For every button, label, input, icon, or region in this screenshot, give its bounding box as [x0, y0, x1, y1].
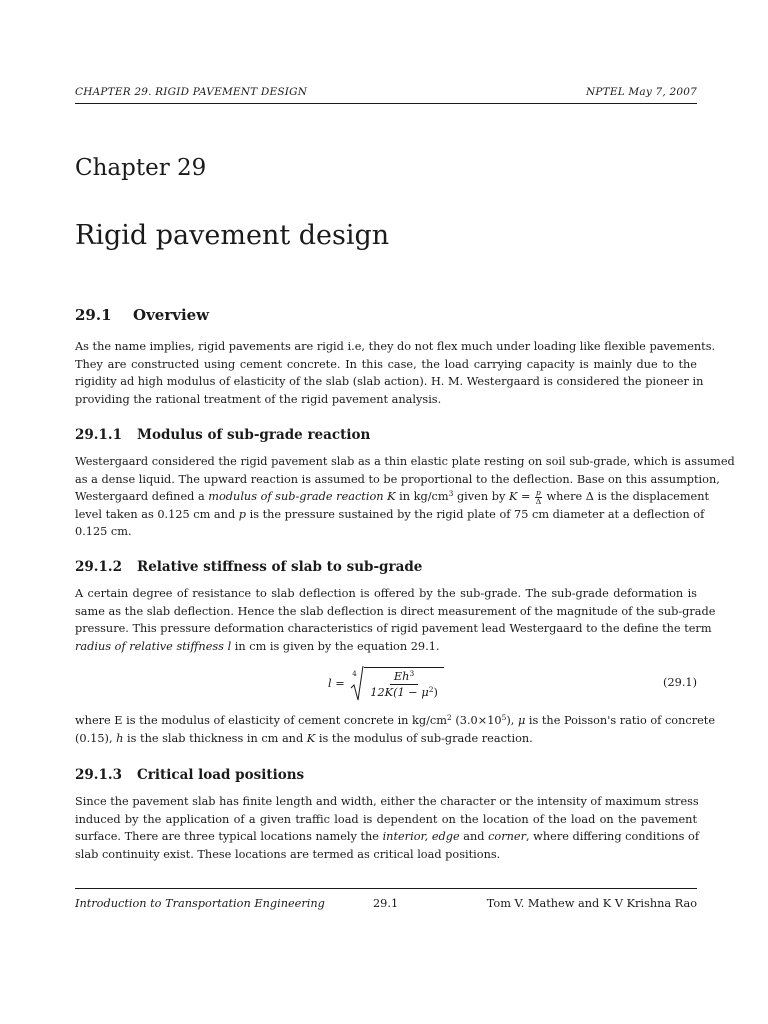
text-line — [75, 487, 710, 506]
text-line — [75, 828, 700, 846]
section-heading-stiffness — [75, 559, 422, 575]
section-number: 29.1 — [75, 306, 112, 324]
fraction-numerator: p — [536, 487, 541, 497]
footer-rule — [75, 888, 697, 889]
running-header-right: NPTEL May 7, 2007 — [586, 86, 697, 98]
text-line — [75, 638, 697, 656]
footer-book-title: Introduction to Transportation Engineering — [75, 897, 325, 910]
text-line: slab continuity exist. These locations are termed as critical load positions. — [75, 847, 501, 861]
text-run: is the pressure sustained by the rigid plate of 75 cm diameter at a deflection of — [246, 507, 705, 521]
text-line: 0.125 cm. — [75, 525, 132, 538]
symbol-h: h — [116, 731, 124, 745]
section-heading-modulus — [75, 427, 370, 443]
denominator-text: 12K(1 − μ — [370, 686, 429, 699]
text-run: ), — [506, 714, 518, 727]
text-run: (3.0×10 — [451, 714, 502, 727]
page — [75, 0, 735, 1024]
text-run: in cm is given by the equation 29.1. — [231, 639, 440, 653]
overview-paragraph — [75, 338, 716, 408]
text-run: given by — [453, 490, 509, 503]
section-title: Critical load positions — [137, 767, 305, 783]
text-line: rigidity ad high modulus of elasticity of the slab (slab action). H. M. Westergaard is considered the pioneer in — [75, 375, 704, 388]
equation-body — [328, 662, 444, 704]
section-number: 29.1.2 — [75, 559, 122, 575]
equation-lhs: l — [328, 676, 332, 690]
text-line: induced by the application of a given traffic load is dependent on the location of the load on the pavement — [75, 812, 697, 826]
text-run: Westergaard defined a — [75, 490, 209, 503]
text-run: and — [459, 830, 489, 843]
footer-authors: Tom V. Mathew and K V Krishna Rao — [486, 897, 697, 910]
root-index: 4 — [352, 670, 357, 678]
section-title: Relative stiffness of slab to sub-grade — [137, 559, 423, 575]
text-run: (0.15), — [75, 731, 117, 745]
superscript: 5 — [501, 713, 507, 722]
equals-sign: = — [331, 676, 349, 690]
equation-fraction — [366, 669, 442, 700]
text-line: providing the rational treatment of the rigid pavement analysis. — [75, 392, 442, 406]
superscript: 3 — [448, 489, 454, 498]
text-line — [75, 730, 697, 748]
text-run: = — [517, 490, 535, 503]
text-run: where E is the modulus of elasticity of cement concrete in kg/cm — [75, 714, 447, 727]
text-line — [75, 712, 715, 730]
section-title: Modulus of sub-grade reaction — [137, 427, 371, 443]
text-line: As the name implies, rigid pavements are rigid i.e, they do not flex much under loading like flexible pavements. — [75, 340, 716, 353]
superscript: 2 — [428, 685, 434, 694]
inline-fraction — [535, 489, 542, 506]
header-rule — [75, 103, 697, 104]
text-run: level taken as 0.125 cm and — [75, 507, 239, 521]
symbol-l: l — [223, 639, 232, 653]
fraction-numerator — [390, 669, 418, 685]
text-run: where Δ is the displacement — [542, 490, 710, 503]
modulus-paragraph — [75, 453, 735, 541]
symbol-mu: μ — [517, 714, 526, 727]
text-run: is the slab thickness in cm and — [123, 731, 307, 745]
section-number: 29.1.1 — [75, 427, 122, 443]
text-line: A certain degree of resistance to slab deflection is offered by the sub-grade. The sub-grade deformation is — [75, 587, 697, 600]
term-italic: interior, edge — [382, 830, 460, 843]
text-line — [75, 506, 705, 524]
stiffness-paragraph — [75, 585, 716, 655]
page-number: 29.1 — [373, 897, 399, 910]
symbol-p: p — [238, 507, 246, 521]
text-run: surface. There are three typical locations namely the — [75, 830, 383, 843]
symbol-K: K — [508, 490, 518, 503]
text-line: same as the slab deflection. Hence the slab deflection is direct measurement of the magnitude of the sub-grade — [75, 604, 716, 618]
text-line: as a dense liquid. The upward reaction is assumed to be proportional to the deflection. Base on this assumption, — [75, 472, 720, 486]
text-run: is the modulus of sub-grade reaction. — [315, 731, 533, 745]
numerator-text: Eh — [393, 670, 410, 683]
section-title: Overview — [133, 306, 210, 324]
superscript: 2 — [446, 713, 452, 722]
superscript: 3 — [409, 669, 415, 678]
chapter-title: Rigid pavement design — [75, 220, 390, 251]
fraction-denominator — [366, 685, 442, 700]
text-line: Since the pavement slab has finite length and width, either the character or the intensity of maximum stress — [75, 795, 699, 808]
term-italic: modulus of sub-grade reaction — [208, 490, 384, 503]
denominator-end: ) — [433, 686, 438, 699]
symbol-K: K — [383, 490, 396, 503]
running-header-left: CHAPTER 29. RIGID PAVEMENT DESIGN — [75, 86, 308, 98]
fourth-root — [350, 664, 444, 702]
text-run: in kg/cm — [395, 490, 449, 503]
fraction-denominator: Δ — [535, 496, 542, 506]
equation-29-1 — [75, 662, 697, 704]
equation-number: (29.1) — [663, 676, 697, 689]
chapter-label: Chapter 29 — [75, 155, 207, 181]
running-header — [75, 86, 697, 98]
text-run: is the Poisson's ratio of concrete — [525, 714, 715, 727]
section-heading-critical — [75, 767, 304, 783]
symbol-K: K — [306, 731, 316, 745]
section-heading-overview — [75, 306, 209, 324]
text-line: pressure. This pressure deformation characteristics of rigid pavement lead Westergaard to the define the term — [75, 622, 712, 635]
section-number: 29.1.3 — [75, 767, 122, 783]
radicand — [364, 667, 444, 702]
term-italic: corner — [488, 830, 526, 843]
text-line: They are constructed using cement concrete. In this case, the load carrying capacity is mainly due to the — [75, 357, 697, 371]
text-run: , where differing conditions of — [526, 830, 700, 843]
after-equation-paragraph — [75, 712, 715, 747]
term-italic: radius of relative stiffness — [75, 639, 224, 653]
text-line: Westergaard considered the rigid pavement slab as a thin elastic plate resting on soil sub-grade, which is assumed — [75, 455, 735, 468]
critical-paragraph — [75, 793, 700, 863]
